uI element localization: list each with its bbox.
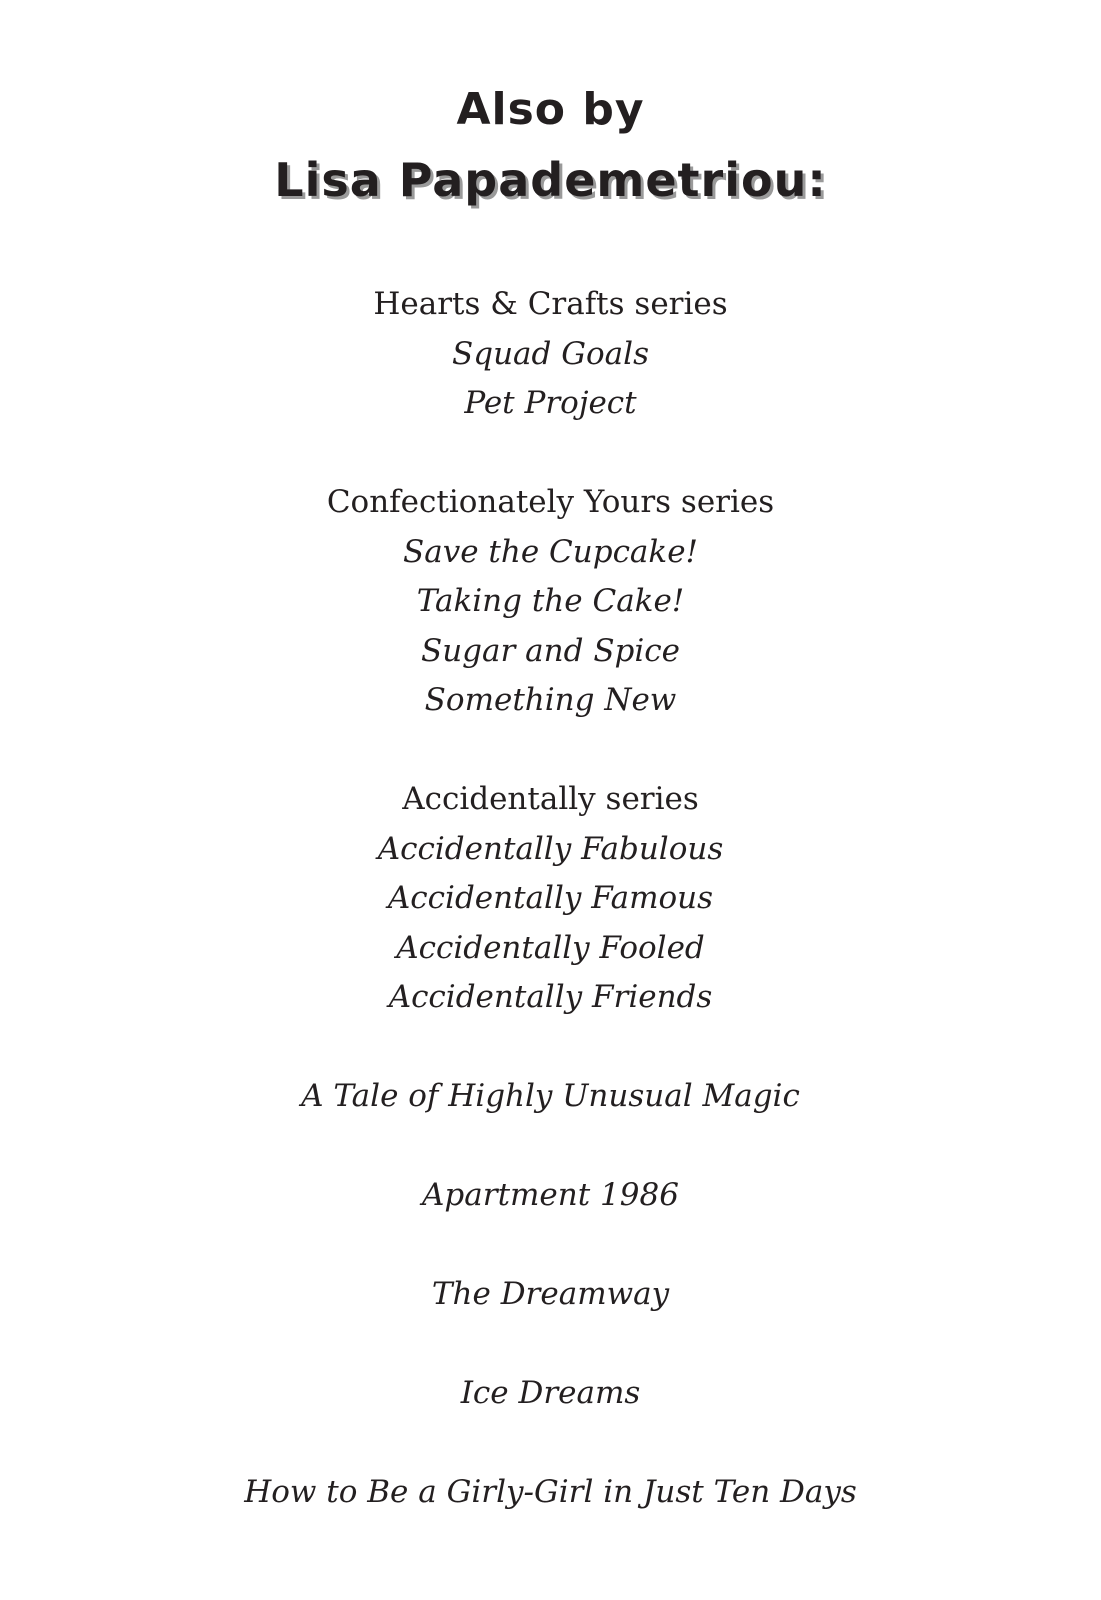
standalone-book-title: The Dreamway (431, 1276, 670, 1312)
series-title: Confectionately Yours series (326, 484, 775, 520)
book-title: Something New (424, 682, 677, 718)
spacer (0, 726, 1101, 776)
series-title: Accidentally series (402, 781, 699, 817)
book-title: Accidentally Fooled (396, 929, 705, 966)
standalone-book-title: Apartment 1986 (422, 1177, 679, 1213)
book-list (0, 280, 1101, 1518)
standalone-book-title: A Tale of Highly Unusual Magic (301, 1078, 800, 1114)
book-title: Sugar and Spice (420, 632, 681, 669)
heading-also-by: Also by (456, 84, 645, 135)
spacer (0, 429, 1101, 479)
spacer (0, 1023, 1101, 1073)
spacer (0, 1419, 1101, 1469)
book-title: Save the Cupcake! (402, 533, 698, 570)
series-title: Hearts & Crafts series (373, 286, 728, 322)
book-title: Squad Goals (452, 335, 649, 372)
standalone-book-title: Ice Dreams (460, 1375, 641, 1411)
book-title: Accidentally Friends (388, 979, 713, 1015)
spacer (0, 1221, 1101, 1271)
book-title: Taking the Cake! (416, 583, 685, 619)
spacer (0, 1122, 1101, 1172)
book-title: Accidentally Famous (387, 880, 714, 916)
book-title: Accidentally Fabulous (377, 830, 724, 867)
standalone-book-title: How to Be a Girly-Girl in Just Ten Days (244, 1474, 857, 1510)
heading-author-name: Lisa Papademetriou: (274, 153, 827, 207)
spacer (0, 1320, 1101, 1370)
book-title: Pet Project (464, 385, 637, 421)
